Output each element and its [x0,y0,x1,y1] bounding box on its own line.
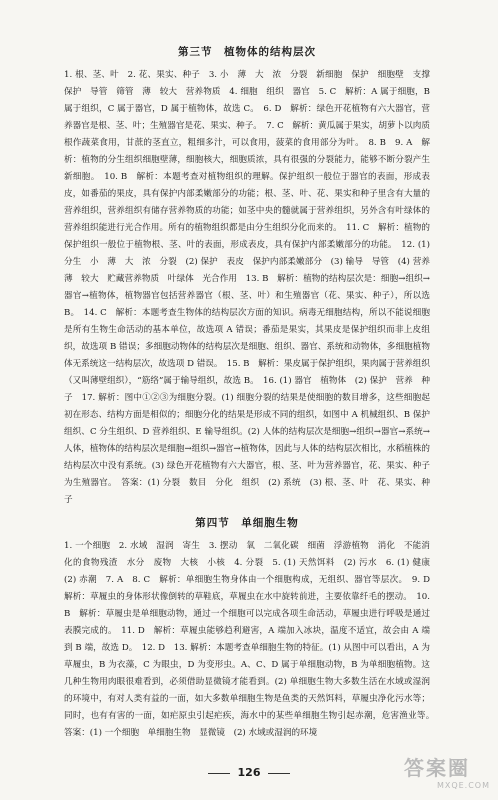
page-number: 126 [237,766,261,779]
footer-dash-left [208,773,230,774]
watermark [404,752,490,796]
watermark-url: MXQE.COM [436,781,490,790]
watermark-logo-text: 答案圈 [404,756,470,780]
section3-title: 第三节 植物体的结构层次 [178,46,316,58]
section3-body: 1. 根、茎、叶 2. 花、果实、种子 3. 小 薄 大 浓 分裂 新细胞 保护 细胞壁 支撑 保护 导管 筛管 薄 较大 营养物质 4. 细胞 组织 器官 5. C 解析：A 属于细胞，B 属于组织，C 属于器官，D 属于植物体，故选 C。 6. D 解析：绿色开花植物有六大器官，营养器官是根、茎、叶；生殖器官是花、果实、种子。 7. C 解析：黄瓜属于果实，胡萝卜以肉质根作蔬菜食用，甘蔗的茎直立，粗细多汁，可以食用，菠菜的食用部分为叶。 8. B 9. A 解析：植物的分生组织细胞壁薄，细胞核大，细胞质浓，具有很强的分裂能力，能够不断分裂产生新细胞。 10. B 解析：本题考查对植物组织的理解。保护组织一般位于器官的表面，形成表皮，如番茄的果皮，具有保护内部柔嫩部分的功能；根、茎、叶、花、果实和种子里含有大量的营养组织，营养组织有储存营养物质的功能；如茎中央的髓就属于营养组织，另外含有叶绿体的营养组织能进行光合作用。所有的植物组织都是由分生组织分化而来的。 11. C 解析：植物的保护组织一般位于植物根、茎、叶的表面，形成表皮，具有保护内部柔嫩部分的功能。 12. (1) 分生 小 薄 大 浓 分裂 (2) 保护 表皮 保护内部柔嫩部分 (3) 输导 导管 (4) 营养 薄 较大 贮藏营养物质 叶绿体 光合作用 13. B 解析：植物的结构层次是：细胞→组织→器官→植物体，植物器官包括营养器官（根、茎、叶）和生殖器官（花、果实、种子），所以选 B。 14. C 解析：本题考查生物体的结构层次方面的知识。病毒无细胞结构，所以不能说细胞是所有生物生命活动的基本单位，故选项 A 错误；番茄是果实，其果皮是保护组织而非上皮组织，故选项 B 错误；多细胞动物体的结构层次是细胞、组织、器官、系统和动物体，多细胞植物体无系统这一结构层次，故选项 D 错误。 15. B 解析：果皮属于保护组织，果肉属于营养组织（又叫薄壁组织），“筋络”属于输导组织，故选 B。 16. (1) 器官 植物体 (2) 保护 营养 种子 17. 解析：图中①②③为细胞分裂。(1) 细胞分裂的结果是使细胞的数目增多，这些细胞起初在形态、结构方面是相似的；细胞分化的结果是形成不同的组织，如图中 A 机械组织、B 保护组织、C 分生组织、D 营养组织、E 输导组织。(2) 人体的结构层次是细胞→组织→器官→系统→人体，植物体的结构层次是细胞→组织→器官→植物体，因此与人体的结构层次相比，水稻植株的结构层次中没有系统。(3) 绿色开花植物有六大器官，根、茎、叶为营养器官，花、果实、种子为生殖器官。 答案：(1) 分裂 数目 分化 组织 (2) 系统 (3) 根、茎、叶 花、果实、种子 [64,70,439,505]
section4-title: 第四节 单细胞生物 [195,517,299,529]
section4-body: 1. 一个细胞 2. 水域 湿润 寄生 3. 摆动 氧 二氧化碳 细菌 浮游植物 消化 不能消化的食物残渣 水分 废物 大核 小核 4. 分裂 5. (1) 天然饵料 (2) 污水 6. (1) 健康 (2) 赤潮 7. A 8. C 解析：单细胞生物身体由一个细胞构成，无组织、器官等层次。 9. D 解析：草履虫的身体形状像倒转的草鞋底，草履虫在水中旋转前进，主要依靠纤毛的摆动。 10. B 解析：草履虫是单细胞动物，通过一个细胞可以完成各项生命活动，草履虫进行呼吸是通过表膜完成的。 11. D 解析：草履虫能够趋利避害，A 端加入冰块，温度不适宜，故会由 A 端到 B 端，故选 D。 12. D 13. 解析：本题考查单细胞生物的特征。(1) 从图中可以看出，A 为草履虫，B 为衣藻，C 为眼虫，D 为变形虫。A、C、D 属于单细胞动物，B 为单细胞植物。这几种生物用肉眼很难看到，必须借助显微镜才能看到。(2) 单细胞生物大多数生活在水域或湿润的环境中，有对人类有益的一面，如大多数单细胞生物是鱼类的天然饵料，草履虫净化污水等；同时，也有有害的一面，如疟原虫引起疟疾，海水中的某些单细胞生物引起赤潮，危害渔业等。 答案：(1) 一个细胞 单细胞生物 显微镜 (2) 水域或湿润的环境 [64,541,439,738]
footer-dash-right [268,773,290,774]
